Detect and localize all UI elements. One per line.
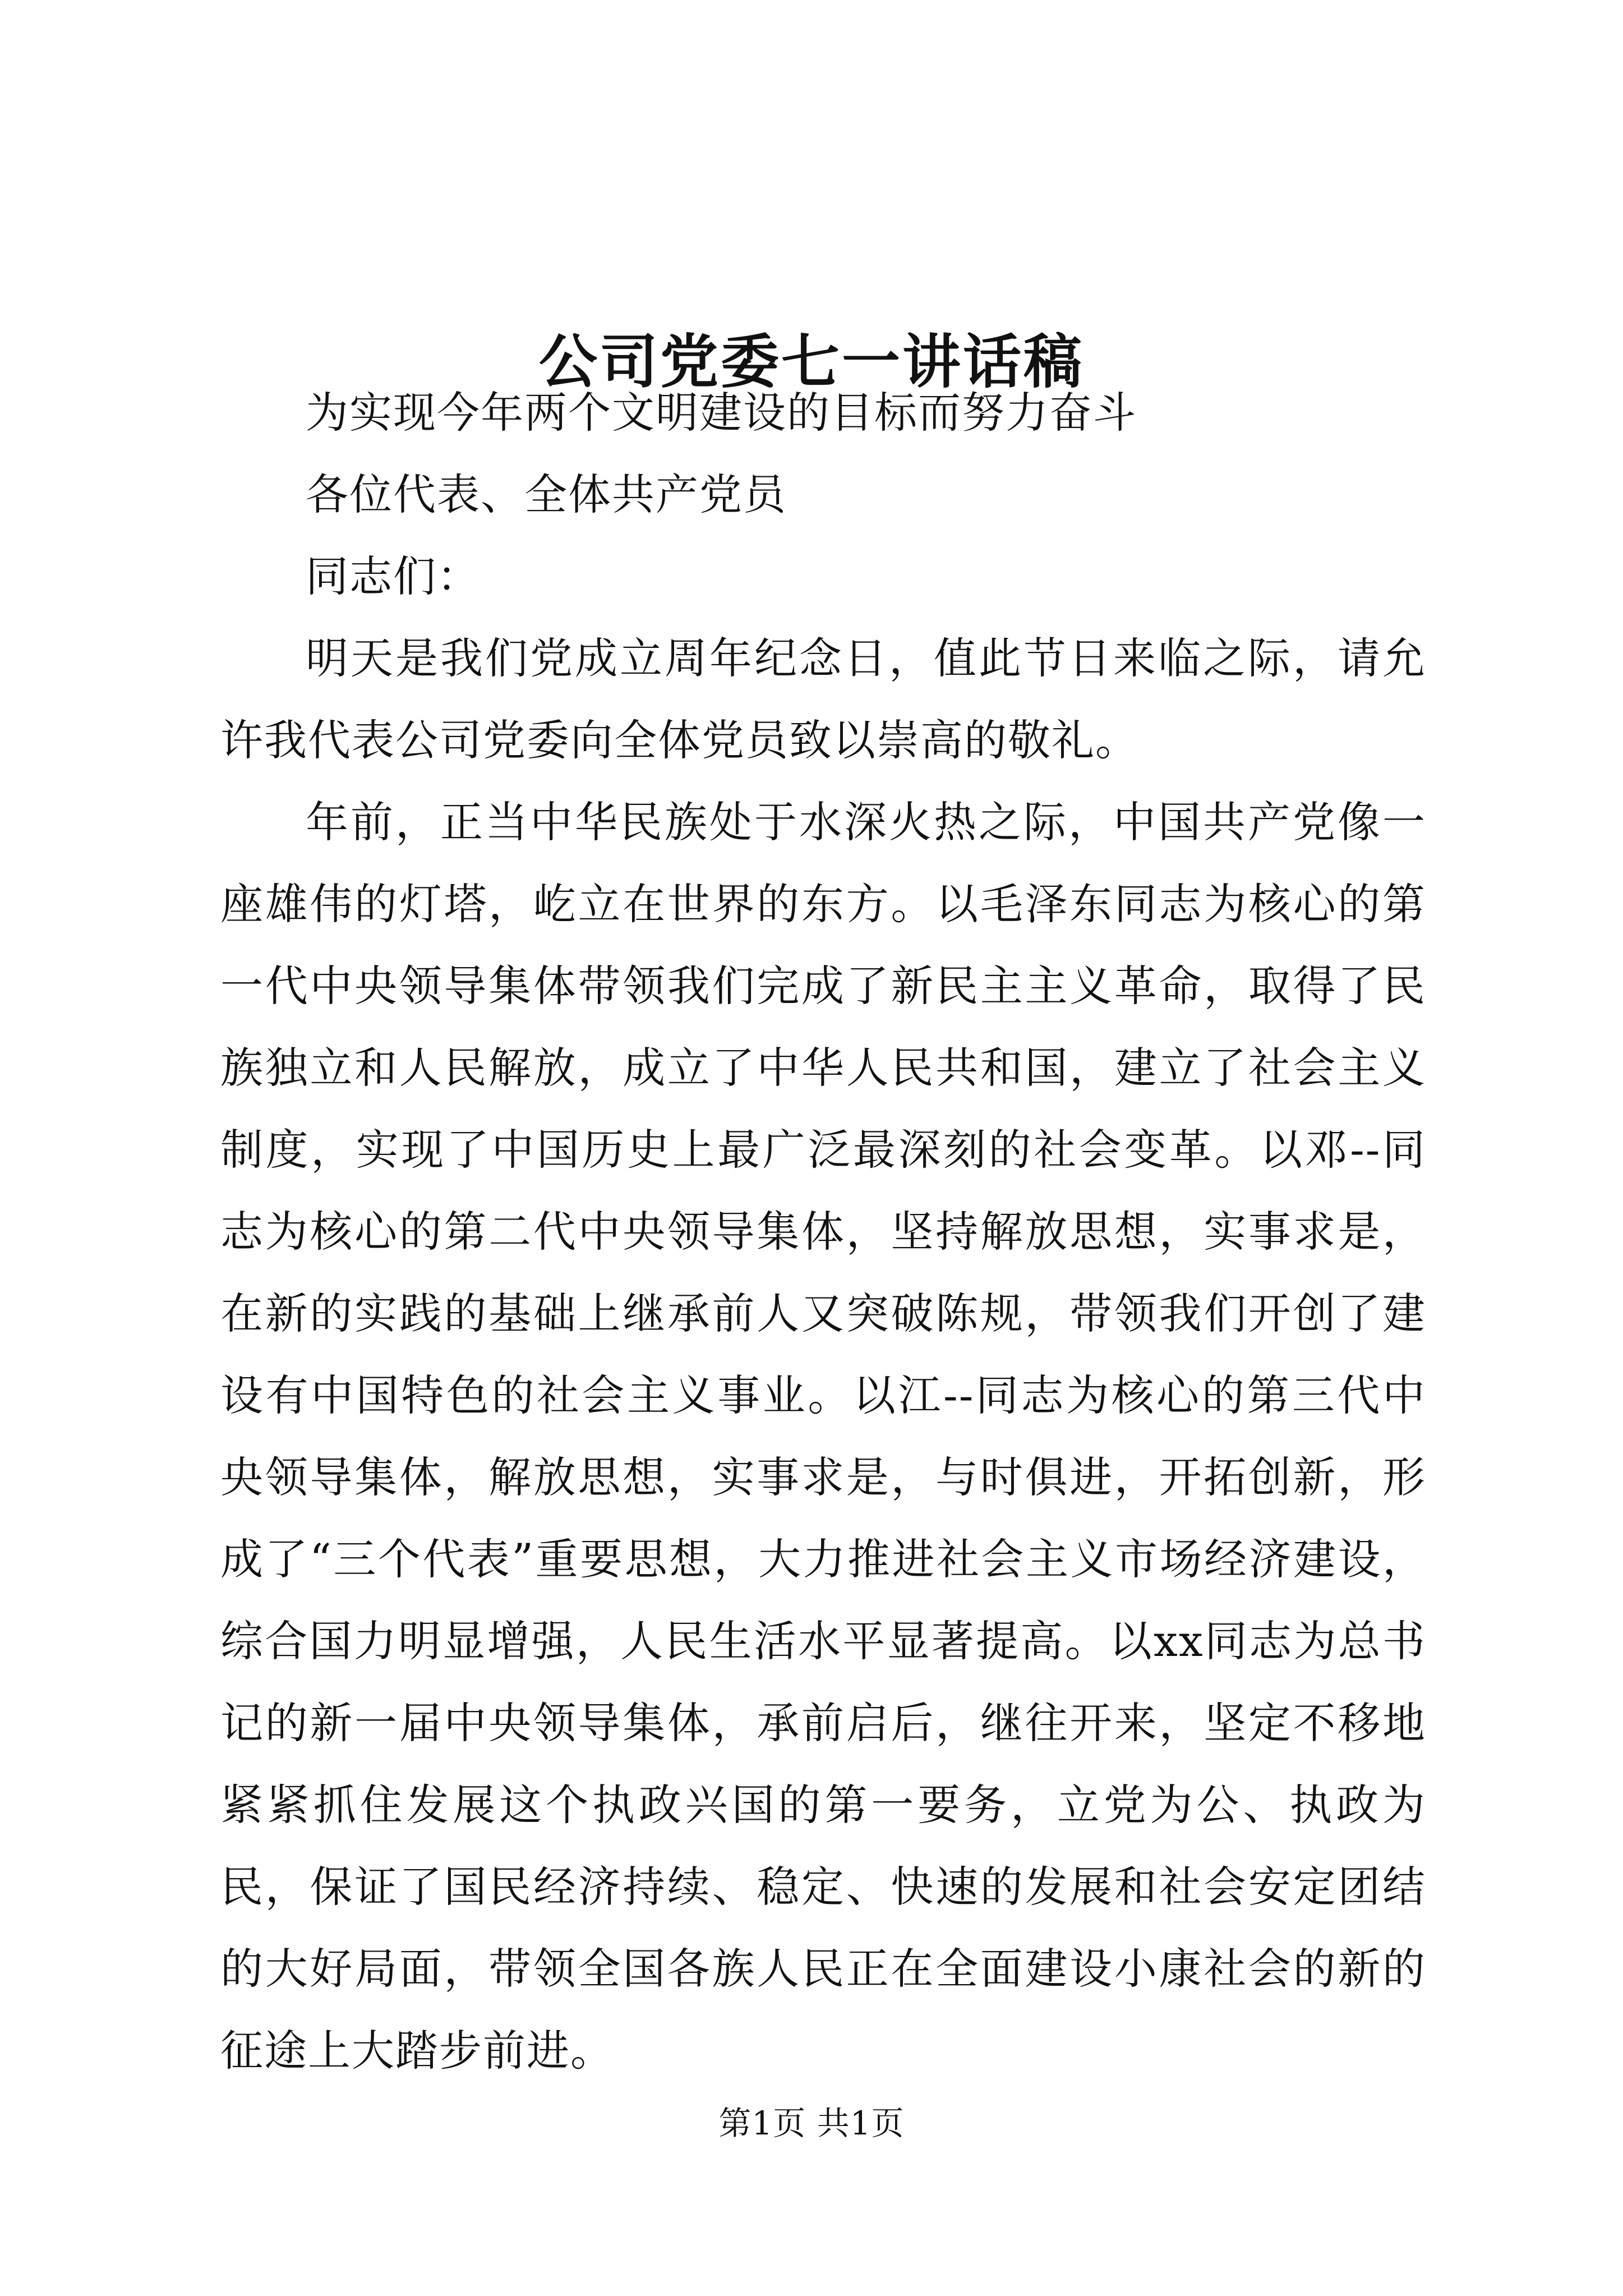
body-paragraph: 明天是我们党成立周年纪念日，值此节日来临之际，请允许我代表公司党委向全体党员致以崇高的敬礼。 bbox=[220, 633, 1426, 765]
subtitle-paragraph: 为实现今年两个文明建设的目标而努力奋斗 bbox=[306, 388, 1137, 438]
document-title: 公司党委七一讲话稿 bbox=[538, 326, 1084, 396]
page-footer: 第1页 共1页 bbox=[718, 2104, 905, 2142]
body-paragraph: 年前，正当中华民族处于水深火热之际，中国共产党像一座雄伟的灯塔，屹立在世界的东方。以毛泽东同志为核心的第一代中央领导集体带领我们完成了新民主主义革命，取得了民族独立和人民解放，成立了中华人民共和国，建立了社会主义制度，实现了中国历史上最广泛最深刻的社会变革。以邓--同志为核心的第二代中央领导集体，坚持解放思想，实事求是，在新的实践的基础上继承前人又突破陈规，带领我们开创了建设有中国特色的社会主义事业。以江--同志为核心的第三代中央领导集体，解放思想，实事求是，与时俱进，开拓创新，形成了“三个代表”重要思想，大力推进社会主义市场经济建设，综合国力明显增强，人民生活水平显著提高。以xx同志为总书记的新一届中央领导集体，承前启后，继往开来，坚定不移地紧紧抓住发展这个执政兴国的第一要务，立党为公、执政为民，保证了国民经济持续、稳定、快速的发展和社会安定团结的大好局面，带领全国各族人民正在全面建设小康社会的新的征途上大踏步前进。 bbox=[220, 797, 1426, 2076]
salutation-paragraph: 各位代表、全体共产党员 bbox=[306, 470, 787, 519]
document-body bbox=[220, 372, 1426, 2092]
greeting-paragraph: 同志们： bbox=[306, 551, 481, 601]
